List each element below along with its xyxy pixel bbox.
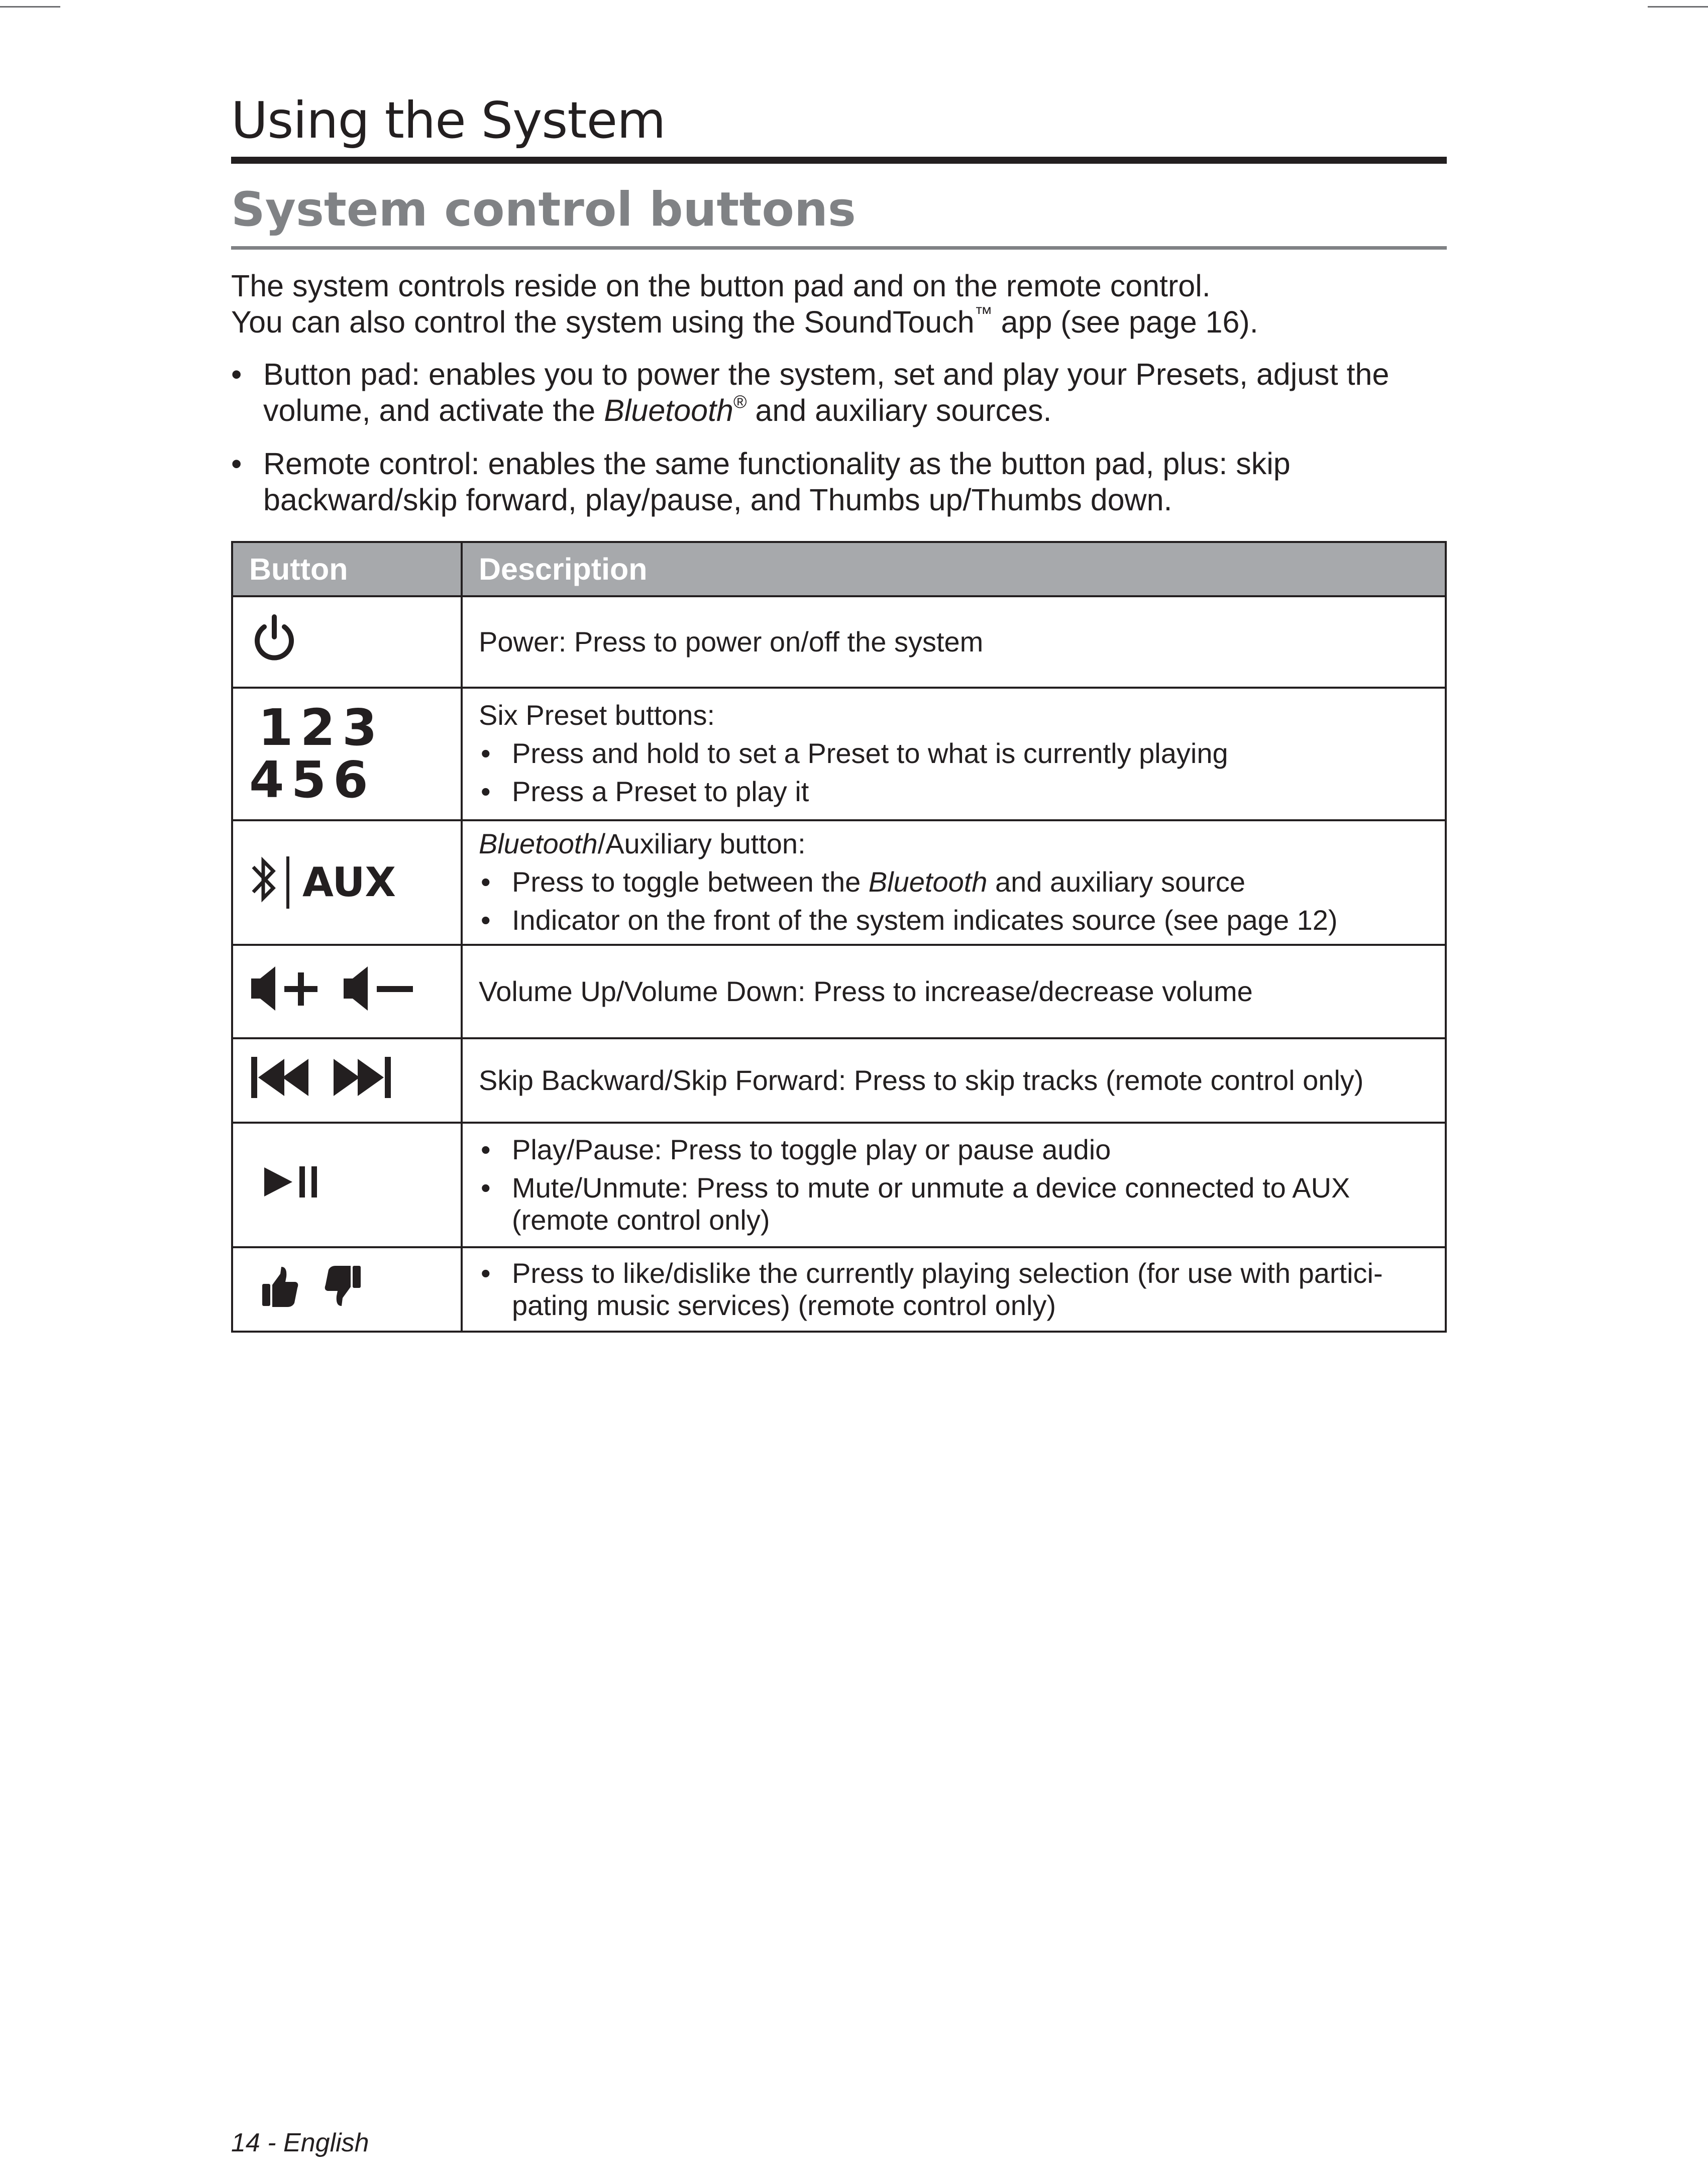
- presets-lead: Six Preset buttons:: [479, 699, 715, 731]
- header-button: Button: [232, 542, 462, 596]
- bullet-remote-control: • Remote control: enables the same functionality as the button pad, plus: skip backward/skip forward, play/pause, and Thumbs up/Thumbs down.: [231, 446, 1447, 518]
- table-row-presets: [232, 688, 1446, 820]
- trademark-symbol: ™: [974, 303, 993, 323]
- thumbs-icon-group: [249, 1264, 445, 1316]
- bluetooth-lead-rest: /Auxiliary button:: [597, 828, 806, 859]
- item1-italic: Bluetooth: [868, 866, 988, 898]
- separator-bar: [286, 856, 289, 909]
- cell-power-button: [232, 596, 462, 688]
- cell-thumbs-description: [462, 1247, 1446, 1332]
- table-row-power: [232, 596, 1446, 688]
- table-row-volume: [232, 945, 1446, 1038]
- thumbs-up-icon: [260, 1264, 300, 1316]
- header-description: Description: [462, 542, 1446, 596]
- skip-forward-icon: [330, 1055, 395, 1107]
- power-icon: [249, 638, 299, 670]
- control-buttons-table: [231, 541, 1447, 1333]
- cell-volume-description: Volume Up/Volume Down: Press to increase/decrease volume: [462, 945, 1446, 1038]
- volume-up-icon: [249, 963, 325, 1020]
- presets-list: [479, 737, 1429, 808]
- cell-play-pause-button: [232, 1123, 462, 1247]
- bullet-button-pad: [231, 356, 1447, 428]
- intro-line-2-text: You can also control the system using the SoundTouch: [231, 305, 975, 339]
- chapter-rule: [231, 157, 1447, 164]
- intro-line-2-tail: app (see page 16).: [992, 305, 1258, 339]
- cell-skip-description: Skip Backward/Skip Forward: Press to skip tracks (remote control only): [462, 1038, 1446, 1123]
- volume-down-icon: [342, 963, 417, 1020]
- item1-before: Press to toggle between the: [512, 866, 869, 898]
- volume-icon-group: [249, 963, 445, 1020]
- feature-bullets: [231, 356, 1447, 518]
- bluetooth-aux-list: [479, 866, 1429, 936]
- cell-thumbs-buttons: [232, 1247, 462, 1332]
- aux-label: AUX: [302, 859, 396, 906]
- preset-numbers-icon: [249, 698, 445, 809]
- preset-row-1: 123: [258, 698, 384, 757]
- bluetooth-aux-lead: [479, 828, 1429, 860]
- page-content: [231, 90, 1447, 1333]
- item1-after: and auxiliary source: [987, 866, 1246, 898]
- button-pad-bluetooth: Bluetooth: [604, 393, 733, 427]
- list-item: • Press to like/dislike the currently playing selection (for use with partici-pating music services) (remote control only): [479, 1257, 1429, 1322]
- skip-icon-group: [249, 1055, 445, 1107]
- cell-presets-description: [462, 688, 1446, 820]
- list-item: • Press a Preset to play it: [479, 776, 1429, 808]
- bluetooth-aux-icon-group: [249, 852, 445, 914]
- list-item: • Press and hold to set a Preset to what is currently playing: [479, 737, 1429, 770]
- button-pad-text: Button pad: enables you to power the system, set and play your Presets, adjust the volume, and activate the: [263, 357, 1390, 427]
- intro-line-1: The system controls reside on the button pad and on the remote control.: [231, 269, 1211, 303]
- intro-paragraph: [231, 268, 1447, 340]
- registered-symbol: ®: [733, 391, 747, 412]
- table-header-row: [232, 542, 1446, 596]
- section-rule: [231, 246, 1447, 250]
- table-row-thumbs: [232, 1247, 1446, 1332]
- list-item: [479, 866, 1429, 898]
- thumbs-list: [479, 1257, 1429, 1322]
- cell-preset-buttons: [232, 688, 462, 820]
- preset-row-2: 456: [249, 750, 375, 809]
- table-row-bluetooth-aux: [232, 820, 1446, 945]
- play-pause-list: [479, 1134, 1429, 1236]
- bluetooth-lead-italic: Bluetooth: [479, 828, 598, 859]
- cell-power-description: Power: Press to power on/off the system: [462, 596, 1446, 688]
- table-row-skip: [232, 1038, 1446, 1123]
- cell-bluetooth-aux-button: [232, 820, 462, 945]
- cell-skip-buttons: [232, 1038, 462, 1123]
- button-pad-tail: and auxiliary sources.: [746, 393, 1052, 427]
- table-row-play-pause: [232, 1123, 1446, 1247]
- list-item: • Play/Pause: Press to toggle play or pause audio: [479, 1134, 1429, 1166]
- list-item: • Mute/Unmute: Press to mute or unmute a device connected to AUX (remote control only): [479, 1172, 1429, 1236]
- cell-volume-buttons: [232, 945, 462, 1038]
- play-pause-icon: [249, 1179, 325, 1211]
- cell-bluetooth-aux-description: [462, 820, 1446, 945]
- skip-backward-icon: [249, 1055, 314, 1107]
- section-title: System control buttons: [231, 182, 856, 237]
- cell-play-pause-description: [462, 1123, 1446, 1247]
- intro-line-2: [231, 304, 1447, 340]
- chapter-title: Using the System: [231, 91, 666, 150]
- page-footer: 14 - English: [231, 2128, 369, 2157]
- thumbs-down-icon: [323, 1264, 363, 1316]
- list-item: • Indicator on the front of the system indicates source (see page 12): [479, 904, 1429, 936]
- crop-mark-left: [0, 6, 60, 8]
- crop-mark-right: [1648, 6, 1708, 8]
- bluetooth-icon: [249, 852, 279, 914]
